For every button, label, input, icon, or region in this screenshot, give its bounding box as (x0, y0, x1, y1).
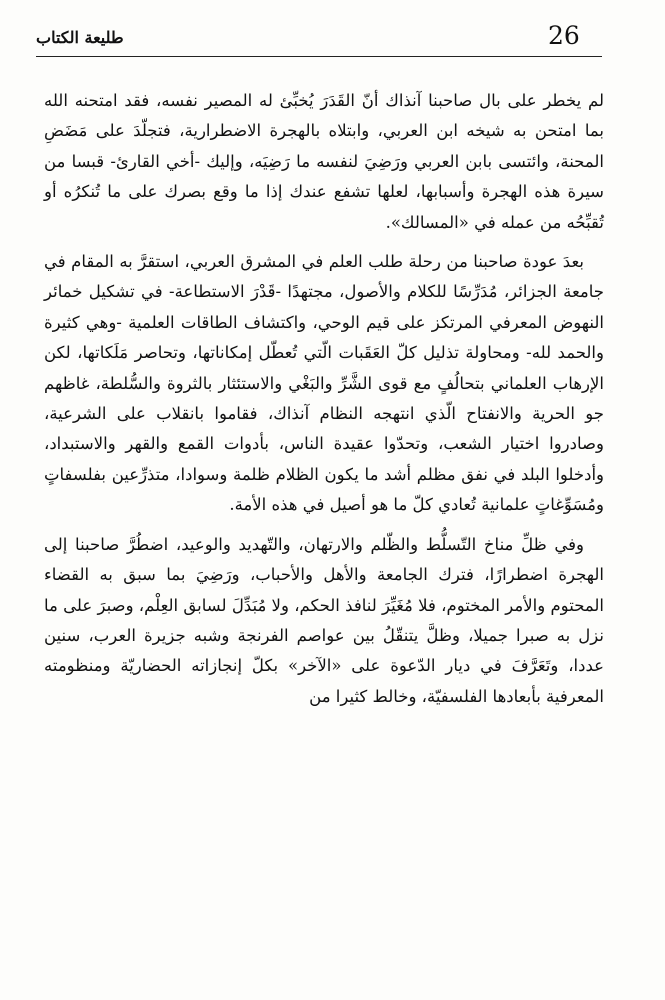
page-number: 26 (548, 21, 580, 50)
running-title: طليعة الكتاب (36, 28, 124, 47)
paragraph-1: لم يخطر على بال صاحبنا آنذاك أنّ القَدَرَ يُخبِّئ له المصير نفسه، فقد امتحنه الله بما امتحن به شيخه ابن العربي، وابتلاه بالهجرة الاضطرارية، فتجلّدَ على مَضَضِ المحنة، وائتسى بابن العربي ورَضِيَ لنفسه ما رَضِيَه، وإليك -أخي القارئ- قبسا من سيرة هذه الهجرة وأسبابها، لعلها تشفع عندك إذا ما وقع بصرك على ما تُنكرُه أو تُقبِّحُه من عمله في «المسالك». (44, 91, 604, 232)
paragraph-3: وفي ظلِّ مناخ التّسلُّط والظّلم والارتهان، والتّهديد والوعيد، اضطُرَّ صاحبنا إلى الهجرة اضطرارًا، فترك الجامعة والأهل والأحباب، ورَضِيَ بما سبق به القضاء المحتوم والأمر المختوم، فلا مُغَيِّرَ لنافذ الحكم، ولا مُبَدِّلَ لسابق العِلْم، وصبرَ على ما نزل به صبرا جميلا، وظلَّ يتنقّلُ بين عواصم الفرنجة وشبه جزيرة العرب، سنين عددا، وتَعَرَّفَ في ديار الدّعوة على «الآخر» بكلّ إنجازاته الحضاريّة ومنظومته المعرفية بأبعادها الفلسفيّة، وخالط كثيرا من (44, 534, 604, 706)
paragraph-2: بعدَ عودة صاحبنا من رحلة طلب العلم في المشرق العربي، استقرَّ به المقام في جامعة الجزائر، مُدَرِّسًا للكلام والأصول، مجتهدًا -قَدْرَ الاستطاعة- في تشكيل خمائر النهوض المعرفي المرتكز على قيم الوحي، واكتشاف الطاقات العلمية -وهي كثيرة والحمد لله- ومحاولة تذليل كلّ العَقَبات الّتي تُعطّل إمكاناتها، وتحاصر مَلَكاتها، لكن الإرهاب العلماني بتحالُفٍ مع قوى الشَّرِّ والبَغْي والاستئثار بالثروة والسُّلطة، غاظهم جو الحرية والانفتاح الّذي انتهجه النظام آنذاك، فقاموا بانقلاب على الشرعية، وصادروا اختيار الشعب، وتحدّوا عقيدة الناس، بأدوات القمع والقهر والاستبداد، وأدخلوا البلد في نفق مظلم أشد ما يكون الظلام ظلمة وسوادا، متذرِّعين بفلسفاتٍ ومُسَوِّغاتٍ علمانية تُعادي كلّ ما هو أصيل في هذه الأمة. (44, 252, 604, 515)
body-text (44, 86, 604, 721)
page-header (36, 20, 602, 57)
